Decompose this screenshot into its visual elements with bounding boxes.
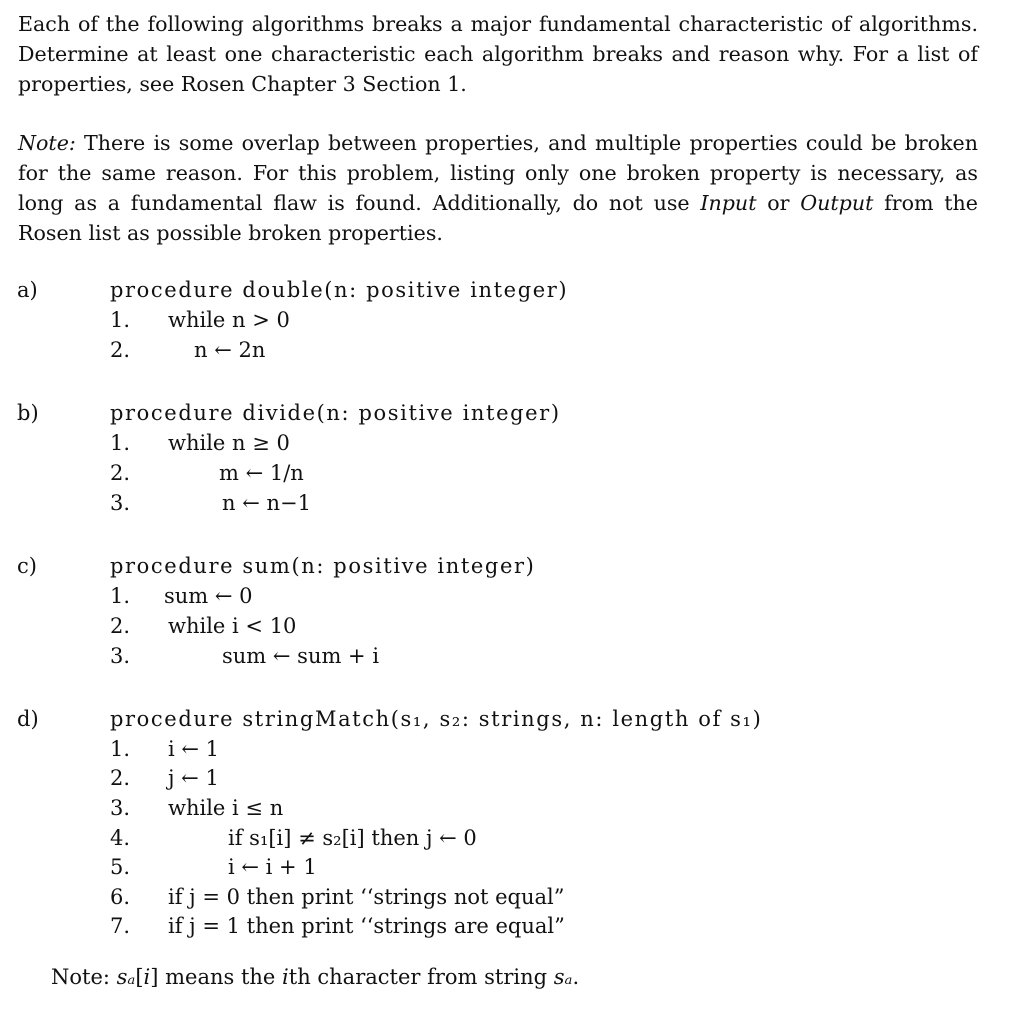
code-line: j ← 1 bbox=[168, 766, 219, 790]
note-input-word: Input bbox=[700, 191, 757, 215]
footer-note-sa: sₐ bbox=[116, 965, 136, 989]
footer-note-bracket-open: [ bbox=[135, 965, 144, 989]
procedure-header: procedure double(n: positive integer) bbox=[110, 278, 569, 302]
line-number: 2. bbox=[110, 766, 131, 790]
procedure-header: procedure stringMatch(s₁, s₂: strings, n: length of s₁) bbox=[110, 707, 763, 731]
line-number: 1. bbox=[110, 737, 131, 761]
code-line: sum ← sum + i bbox=[222, 644, 380, 668]
line-number: 1. bbox=[110, 431, 131, 455]
code-line: while i < 10 bbox=[168, 614, 297, 638]
procedure-header: procedure sum(n: positive integer) bbox=[110, 554, 536, 578]
code-line: sum ← 0 bbox=[164, 584, 253, 608]
note-paragraph bbox=[18, 128, 978, 248]
problem-label: c) bbox=[17, 554, 37, 578]
line-number: 2. bbox=[110, 614, 131, 638]
code-line: if j = 0 then print ‘‘strings not equal” bbox=[168, 885, 565, 909]
line-number: 4. bbox=[110, 826, 131, 850]
footer-note-i: i bbox=[143, 965, 151, 989]
code-line: n ← n−1 bbox=[222, 491, 311, 515]
line-number: 7. bbox=[110, 914, 131, 938]
note-output-word: Output bbox=[800, 191, 874, 215]
line-number: 3. bbox=[110, 491, 131, 515]
line-number: 3. bbox=[110, 796, 131, 820]
footer-note-prefix: Note: bbox=[51, 965, 117, 989]
note-mid: or bbox=[756, 191, 801, 215]
line-number: 2. bbox=[110, 461, 131, 485]
footer-note-bracket-close: ] bbox=[150, 965, 159, 989]
code-line: if j = 1 then print ‘‘strings are equal” bbox=[168, 914, 565, 938]
line-number: 3. bbox=[110, 644, 131, 668]
footer-note-period: . bbox=[572, 965, 580, 989]
line-number: 6. bbox=[110, 885, 131, 909]
footer-note-th-suffix: th character from string bbox=[288, 965, 554, 989]
line-number: 2. bbox=[110, 338, 131, 362]
footer-note-ith: i bbox=[282, 965, 289, 989]
code-line: i ← i + 1 bbox=[228, 855, 317, 879]
problem-label: a) bbox=[17, 278, 38, 302]
code-line: while n ≥ 0 bbox=[168, 431, 290, 455]
problem-label: b) bbox=[17, 401, 39, 425]
footer-note-sa2: sₐ bbox=[553, 965, 573, 989]
procedure-header: procedure divide(n: positive integer) bbox=[110, 401, 561, 425]
footer-note bbox=[51, 962, 579, 992]
line-number: 1. bbox=[110, 584, 131, 608]
code-line: if s₁[i] ≠ s₂[i] then j ← 0 bbox=[228, 826, 477, 850]
code-line: n ← 2n bbox=[194, 338, 266, 362]
code-line: m ← 1/n bbox=[219, 461, 304, 485]
intro-paragraph bbox=[18, 9, 978, 99]
line-number: 5. bbox=[110, 855, 131, 879]
code-line: i ← 1 bbox=[168, 737, 220, 761]
code-line: while n > 0 bbox=[168, 308, 290, 332]
note-text-2: from the Rosen list as possible broken properties. bbox=[18, 191, 978, 245]
line-number: 1. bbox=[110, 308, 131, 332]
note-label: Note: bbox=[18, 131, 76, 155]
problem-label: d) bbox=[17, 707, 39, 731]
footer-note-mid: means the bbox=[158, 965, 283, 989]
intro-text: Each of the following algorithms breaks a major fundamental characteristic of algorithms. Determine at least one characteristic each algorithm breaks and reason why. For a list of properties, see Rosen Chapter 3 Section 1. bbox=[18, 12, 978, 96]
note-text-1: There is some overlap between properties, and multiple properties could be broken for the same reason. For this problem, listing only one broken property is necessary, as long as a fundamental flaw is found. Additionally, do not use bbox=[18, 131, 978, 215]
code-line: while i ≤ n bbox=[168, 796, 284, 820]
